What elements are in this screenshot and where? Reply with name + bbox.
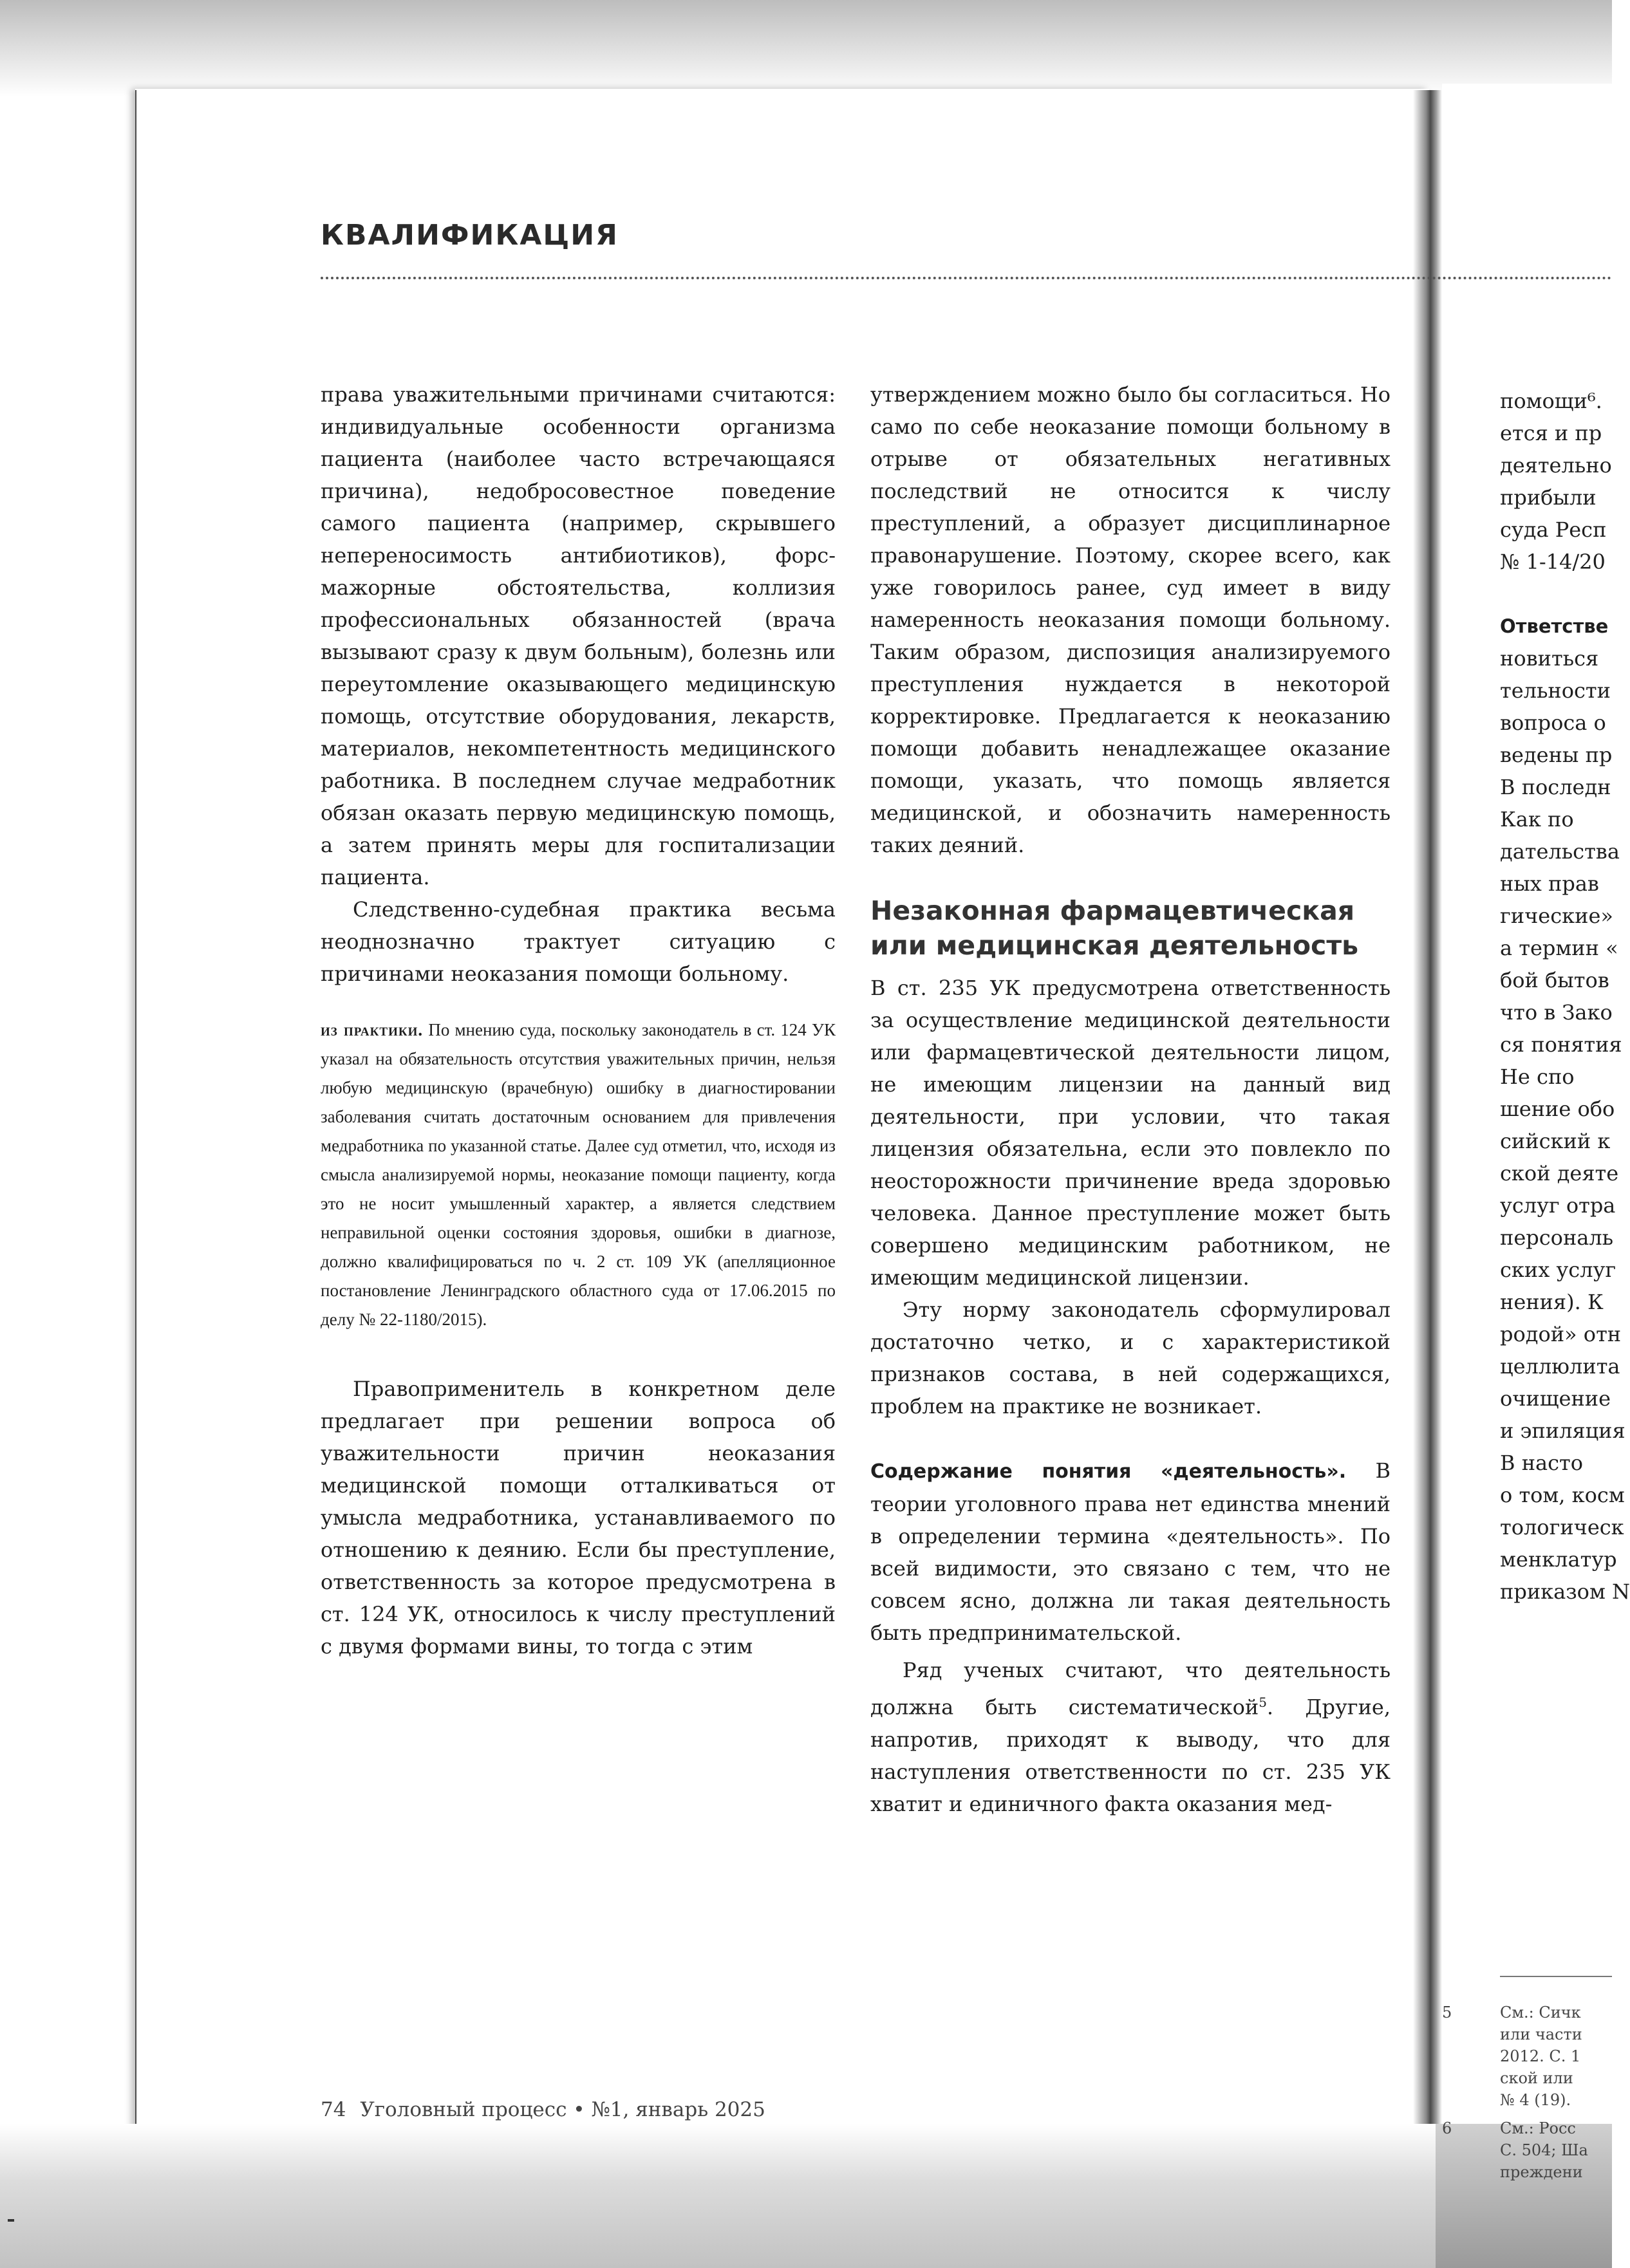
scan-mark (8, 2219, 14, 2222)
column-2 (870, 378, 1391, 1820)
page-number: 74 (321, 2098, 346, 2121)
footnote-line (1500, 2089, 1612, 2111)
text-line: ской деяте (1500, 1161, 1619, 1185)
column-1 (321, 378, 836, 1662)
footnote-text: или части (1500, 2025, 1582, 2043)
footnote-line (1500, 2067, 1612, 2089)
text-line: услуг отра (1500, 1193, 1616, 1218)
subheading: Незаконная фармацевтическая или медицинская деятельность (870, 895, 1359, 961)
text-line (1500, 578, 1612, 610)
footnote (1500, 2002, 1612, 2111)
text-line: что в Зако (1500, 1000, 1613, 1025)
text-line: № 1-14/20 (1500, 550, 1606, 574)
text-line: новиться (1500, 646, 1599, 671)
column-3-partial (1500, 385, 1630, 1608)
text-line: В насто (1500, 1451, 1583, 1475)
book-spine-shadow (1413, 90, 1442, 2233)
footnote-line (1500, 2045, 1612, 2067)
text-line: приказом N (1500, 1579, 1630, 1604)
footnote-text: 2012. С. 1 (1500, 2047, 1581, 2065)
paragraph: Эту норму законодатель сформулировал достаточно четко, и с характеристикой признаков состава, в ней содержащихся, проблем на практике не возникает. (870, 1297, 1391, 1418)
scan-shadow-top (0, 0, 1612, 97)
journal-info: Уголовный процесс • №1, январь 2025 (360, 2098, 765, 2121)
paragraph: Правоприменитель в конкретном деле предлагает при решении вопроса об уважительности причин неоказания медицинской помощи отталкиваться от умысла медработника, устанавливаемого по отношению к деянию. Если бы преступление, ответственность за которое предусмотрена в ст. 124 УК, относилось к числу преступлений с двумя формами вины, то тогда с этим (321, 1377, 836, 1659)
text-line: а термин « (1500, 936, 1618, 960)
text-line: и эпиляция (1500, 1418, 1625, 1443)
footnotes (1500, 2002, 1612, 2189)
text-line: Ответстве (1500, 615, 1609, 637)
text-line: гические» (1500, 904, 1613, 928)
section-title: КВАЛИФИКАЦИЯ (321, 219, 619, 252)
text-line: прибыли (1500, 485, 1597, 510)
practice-text: По мнению суда, поскольку законодатель в ст. 124 УК указал на обязательность отсутствия уважительных причин, нельзя любую медицинскую (врачебную) ошибку в диагностировании заболевания считать достаточным основанием для привлечения медработника по указанной статье. Далее суд отметил, что, исходя из смысла анализируемой нормы, неоказание помощи пациенту, когда это не носит умышленный характер, а является следствием неправильной оценки состояния здоровья, ошибки в диагнозе, должно квалифицироваться по ч. 2 ст. 109 УК (апелляционное постановление Ленинградского областного суда от 17.06.2015 по делу № 22-1180/2015). (321, 1020, 836, 1329)
footnote-line (1500, 2117, 1612, 2139)
footnote-text: № 4 (19). (1500, 2091, 1571, 2109)
text-line: ских услуг (1500, 1258, 1616, 1282)
page-footer (321, 2098, 773, 2121)
text-line: персональ (1500, 1225, 1614, 1250)
paragraph: утверждением можно было бы согласиться. Но само по себе неоказание помощи больному в отрыве от обязательных негативных последствий не относится к числу преступлений, а образует дисциплинарное правонарушение. Поэтому, скорее всего, как уже говорилось ранее, суд имеет в виду намеренность неоказания помощи больному. Таким образом, диспозиция анализируемого преступления нуждается в некоторой корректировке. Предлагается к неоказанию помощи добавить ненадлежащее оказание помощи, указать, что помощь является медицинской, и обозначить намеренность таких деяний. (870, 382, 1391, 857)
paragraph (870, 1654, 1391, 1820)
paragraph: Следственно-судебная практика весьма неоднозначно трактует ситуацию с причинами неоказания помощи больному. (321, 897, 836, 986)
text-line: ведены пр (1500, 743, 1613, 767)
page-edge (135, 90, 136, 2253)
scan-shadow-bottom (0, 2124, 1612, 2268)
text-line: деятельно (1500, 453, 1612, 478)
paragraph (870, 1455, 1391, 1649)
footnote-ref: 5 (1259, 1695, 1267, 1710)
text-line: ных прав (1500, 871, 1599, 896)
paragraph: В ст. 235 УК предусмотрена ответственность за осуществление медицинской деятельности или фармацевтической деятельности лицом, не имеющим лицензии на данный вид деятельности, при условии, что такая лицензия обязательна, если это повлекло по неосторожности причинение вреда здоровью человека. Данное преступление может быть совершено медицинским работником, не имеющим медицинской лицензии. (870, 976, 1391, 1290)
footnote-rule (1500, 1976, 1612, 1977)
text-line: ся понятия (1500, 1032, 1622, 1057)
footnote-text: ской или (1500, 2069, 1573, 2087)
paragraph-text: В теории уголовного права нет единства мнений в определении термина «деятельность». По всей видимости, это связано с тем, что не совсем ясно, должна ли такая деятельность быть предпринимательской. (870, 1458, 1391, 1645)
paragraph-text: . Другие, напротив, приходят к выводу, что для наступления ответственности по ст. 235 УК хватит и единичного факта оказания мед- (870, 1695, 1391, 1816)
text-line: дательства (1500, 839, 1620, 864)
footnote-line (1500, 2139, 1612, 2161)
text-line: Не спо (1500, 1064, 1575, 1089)
practice-box (321, 1016, 836, 1334)
text-line: суда Респ (1500, 517, 1607, 542)
paragraph-lead: Содержание понятия «деятельность». (870, 1460, 1347, 1483)
footnote-text: С. 504; Ша (1500, 2141, 1588, 2159)
footnote-line (1500, 2161, 1612, 2183)
text-line: В последн (1500, 775, 1611, 799)
text-line: шение обо (1500, 1097, 1615, 1121)
text-line: очищение (1500, 1386, 1611, 1411)
text-line: целлюлита (1500, 1354, 1620, 1379)
text-line: нения). К (1500, 1290, 1604, 1314)
footnote-line (1500, 2023, 1612, 2045)
text-line: ется и пр (1500, 421, 1602, 445)
practice-label: из практики. (321, 1020, 424, 1039)
paragraph: права уважительными причинами считаются: индивидуальные особенности организма пациента (наиболее часто встречающаяся причина), недобросовестное поведение самого пациента (например, скрывшего непереносимость антибиотиков), форс-мажорные обстоятельства, коллизия профессиональных обязанностей (врача вызывают сразу к двум больным), болезнь или переутомление оказывающего медицинскую помощь, отсутствие оборудования, лекарств, материалов, некомпетентность медицинского работника. В последнем случае медработник обязан оказать первую медицинскую помощь, а затем принять меры для госпитализации пациента. (321, 382, 836, 889)
text-line: помощи⁶. (1500, 389, 1602, 413)
text-line: о том, косм (1500, 1483, 1625, 1507)
text-line: сийский к (1500, 1129, 1611, 1153)
text-line: тельности (1500, 678, 1611, 703)
footnote-text: преждени (1500, 2163, 1583, 2181)
footnote (1500, 2117, 1612, 2183)
text-line: менклатур (1500, 1547, 1617, 1572)
footnote-text: См.: Росс (1500, 2119, 1576, 2137)
text-line: Как по (1500, 807, 1574, 832)
paragraph-text: Ряд ученых считают, что деятельность должна быть систематической (870, 1658, 1391, 1720)
footnote-line (1500, 2002, 1612, 2023)
text-line: вопроса о (1500, 711, 1606, 735)
text-line: бой бытов (1500, 968, 1609, 992)
text-line: родой» отн (1500, 1322, 1622, 1346)
header-divider (321, 277, 1612, 279)
text-line: тологическ (1500, 1515, 1624, 1539)
footnote-text: См.: Сичк (1500, 2003, 1581, 2022)
